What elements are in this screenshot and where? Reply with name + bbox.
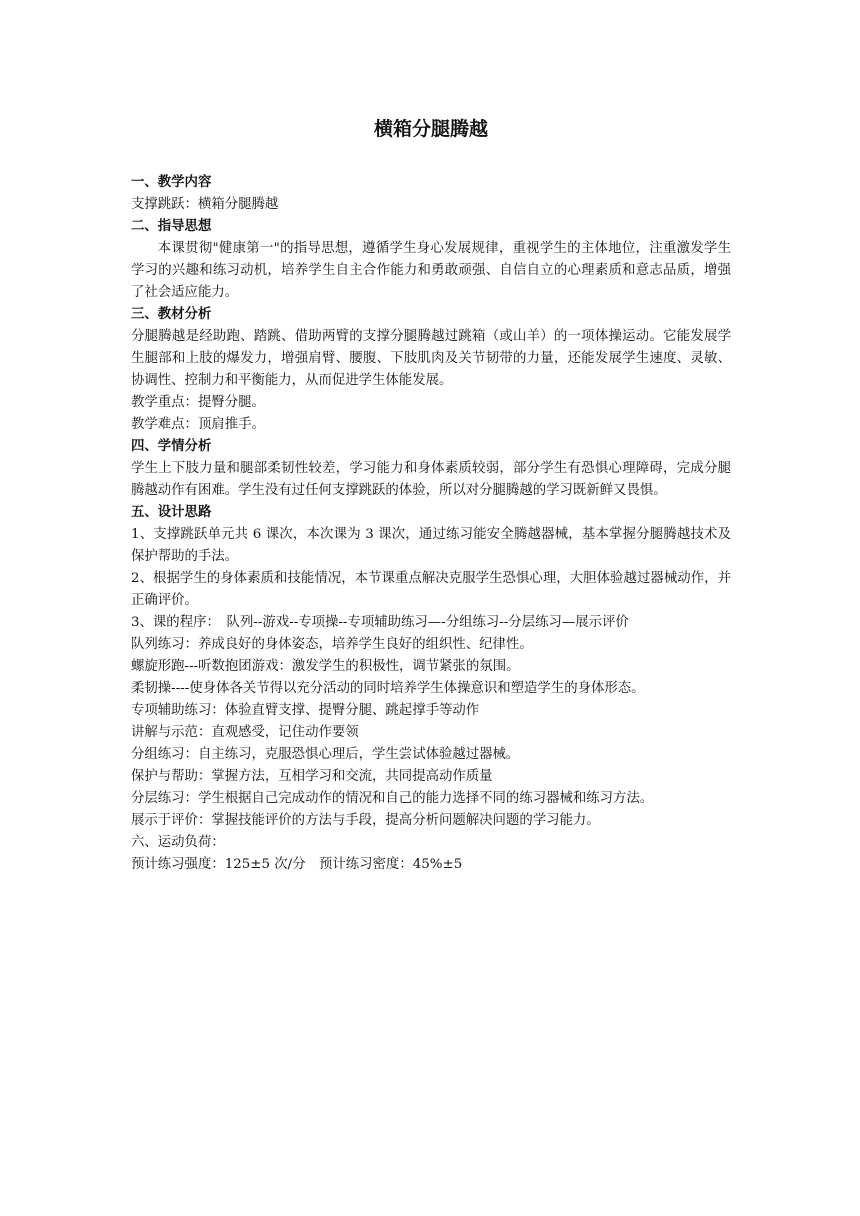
section-heading: 二、指导思想 xyxy=(131,219,212,234)
section-design-idea xyxy=(131,502,731,832)
section-heading: 六、运动负荷： xyxy=(131,835,225,850)
section-paragraph: 支撑跳跃：横箱分腿腾越 xyxy=(131,197,279,212)
design-item-3: 3、课的程序： 队列--游戏--专项操--专项辅助练习—-分组练习--分层练习—展示评价 xyxy=(131,615,629,630)
section-heading: 一、教学内容 xyxy=(131,175,212,190)
design-item-2: 2、根据学生的身体素质和技能情况，本节课重点解决克服学生恐惧心理，大胆体验越过器械动作，并正确评价。 xyxy=(131,571,731,608)
procedure-line: 螺旋形跑---听数抱团游戏：激发学生的积极性，调节紧张的氛围。 xyxy=(131,659,520,674)
procedure-line: 分层练习：学生根据自己完成动作的情况和自己的能力选择不同的练习器械和练习方法。 xyxy=(131,791,654,806)
teaching-difficulty: 教学难点：顶肩推手。 xyxy=(131,417,265,432)
procedure-line: 分组练习：自主练习，克服恐惧心理后，学生尝试体验越过器械。 xyxy=(131,747,520,762)
section-material-analysis xyxy=(131,304,731,436)
section-student-analysis xyxy=(131,436,731,502)
procedure-line: 柔韧操----使身体各关节得以充分活动的同时培养学生体操意识和塑造学生的身体形态。 xyxy=(131,681,645,696)
section-guiding-idea xyxy=(131,216,731,304)
procedure-line: 队列练习：养成良好的身体姿态，培养学生良好的组织性、纪律性。 xyxy=(131,637,533,652)
procedure-line: 展示于评价：掌握技能评价的方法与手段，提高分析问题解决问题的学习能力。 xyxy=(131,813,600,828)
design-item-1: 1、支撑跳跃单元共 6 课次，本次课为 3 课次，通过练习能安全腾越器械，基本掌握分腿腾越技术及保护帮助的手法。 xyxy=(131,527,731,564)
document-title: 横箱分腿腾越 xyxy=(373,118,488,140)
procedure-line: 保护与帮助：掌握方法，互相学习和交流，共同提高动作质量 xyxy=(131,769,493,784)
procedure-line: 专项辅助练习：体验直臂支撑、提臀分腿、跳起撑手等动作 xyxy=(131,703,480,718)
section-paragraph: 分腿腾越是经助跑、踏跳、借助两臂的支撑分腿腾越过跳箱（或山羊）的一项体操运动。它能发展学生腿部和上肢的爆发力，增强肩臂、腰腹、下肢肌肉及关节韧带的力量，还能发展学生速度、灵敏、协调性、控制力和平衡能力，从而促进学生体能发展。 xyxy=(131,329,731,388)
section-paragraph: 学生上下肢力量和腿部柔韧性较差，学习能力和身体素质较弱，部分学生有恐惧心理障碍，完成分腿腾越动作有困难。学生没有过任何支撑跳跃的体验，所以对分腿腾越的学习既新鲜又畏惧。 xyxy=(131,461,731,498)
section-teaching-content xyxy=(131,172,731,216)
load-values: 预计练习强度：125±5 次/分 预计练习密度：45%±5 xyxy=(131,857,463,872)
section-heading: 五、设计思路 xyxy=(131,505,212,520)
procedure-line: 讲解与示范：直观感受，记住动作要领 xyxy=(131,725,359,740)
section-exercise-load xyxy=(131,832,731,876)
document-body xyxy=(131,172,731,876)
section-heading: 四、学情分析 xyxy=(131,439,212,454)
section-paragraph: 本课贯彻"健康第一"的指导思想，遵循学生身心发展规律，重视学生的主体地位，注重激发学生学习的兴趣和练习动机，培养学生自主合作能力和勇敢顽强、自信自立的心理素质和意志品质，增强了社会适应能力。 xyxy=(131,241,731,300)
teaching-focus: 教学重点：提臀分腿。 xyxy=(131,395,265,410)
section-heading: 三、教材分析 xyxy=(131,307,212,322)
